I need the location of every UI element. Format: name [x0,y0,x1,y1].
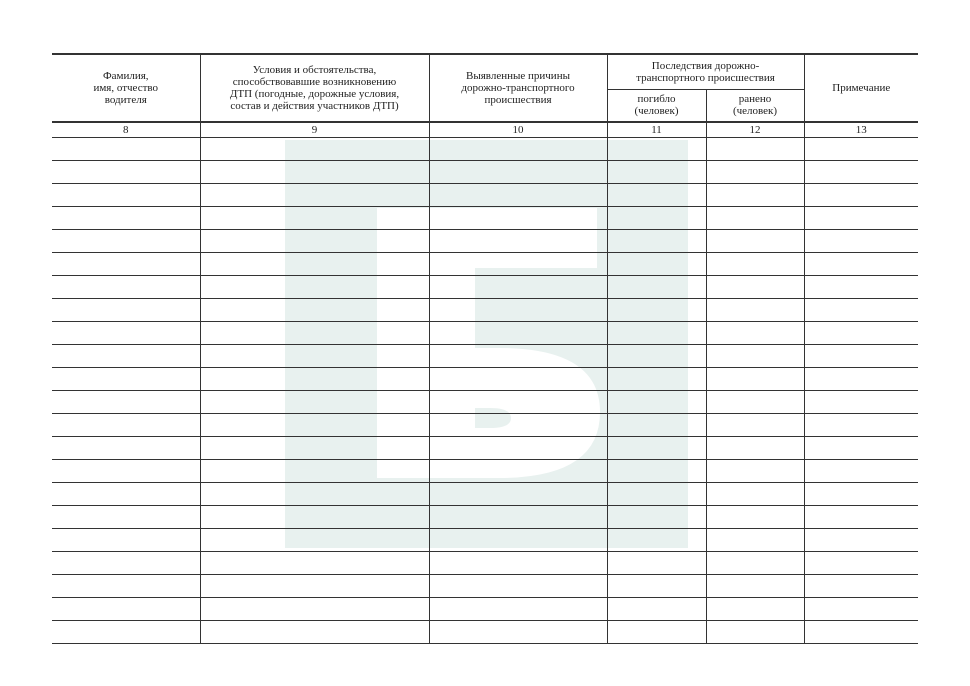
column-number: 8 [52,122,200,138]
table-row [52,138,918,161]
table-cell[interactable] [200,345,429,368]
table-row [52,391,918,414]
table-cell[interactable] [607,483,706,506]
table-cell[interactable] [804,552,918,575]
table-cell[interactable] [200,391,429,414]
table-cell[interactable] [607,322,706,345]
table-cell[interactable] [52,529,200,552]
table-cell[interactable] [804,598,918,621]
table-cell[interactable] [607,460,706,483]
accident-record-table [52,53,918,644]
table-cell[interactable] [200,552,429,575]
table-cell[interactable] [804,621,918,644]
table-cell[interactable] [52,483,200,506]
table-cell[interactable] [200,621,429,644]
table-cell[interactable] [429,322,607,345]
table-cell[interactable] [706,161,804,184]
table-cell[interactable] [429,391,607,414]
table-row [52,414,918,437]
table-cell[interactable] [706,345,804,368]
table-cell[interactable] [200,414,429,437]
table-cell[interactable] [706,414,804,437]
table-cell[interactable] [429,552,607,575]
table-cell[interactable] [706,598,804,621]
table-cell[interactable] [804,345,918,368]
table-cell[interactable] [607,391,706,414]
table-cell[interactable] [706,138,804,161]
table-cell[interactable] [804,414,918,437]
table-cell[interactable] [200,598,429,621]
header-killed: погибло (человек) [607,89,706,122]
table-cell[interactable] [429,506,607,529]
table-cell[interactable] [52,575,200,598]
table-row [52,207,918,230]
table-cell[interactable] [804,368,918,391]
table-cell[interactable] [200,299,429,322]
table-row [52,483,918,506]
table-cell[interactable] [706,230,804,253]
table-cell[interactable] [706,253,804,276]
header-injured: ранено (человек) [706,89,804,122]
table-cell[interactable] [200,483,429,506]
table-cell[interactable] [52,207,200,230]
table-cell[interactable] [429,138,607,161]
header-notes: Примечание [804,54,918,122]
table-cell[interactable] [607,276,706,299]
table-cell[interactable] [706,483,804,506]
table-cell[interactable] [607,253,706,276]
table-cell[interactable] [52,506,200,529]
table-row [52,230,918,253]
table-cell[interactable] [200,575,429,598]
table-cell[interactable] [52,621,200,644]
table-cell[interactable] [804,575,918,598]
table-cell[interactable] [429,437,607,460]
table-cell[interactable] [52,253,200,276]
table-cell[interactable] [429,414,607,437]
table-cell[interactable] [429,598,607,621]
table-cell[interactable] [429,207,607,230]
table-cell[interactable] [200,437,429,460]
table-cell[interactable] [52,230,200,253]
table-row [52,276,918,299]
table-cell[interactable] [706,621,804,644]
table-cell[interactable] [706,207,804,230]
table-cell[interactable] [607,529,706,552]
table-cell[interactable] [200,460,429,483]
header-driver-name: Фамилия, имя, отчество водителя [52,54,200,122]
table-row [52,552,918,575]
table-cell[interactable] [706,184,804,207]
table-cell[interactable] [607,138,706,161]
table-cell[interactable] [804,207,918,230]
table-cell[interactable] [429,621,607,644]
table-cell[interactable] [706,529,804,552]
table-cell[interactable] [706,460,804,483]
table-cell[interactable] [607,552,706,575]
table-row [52,184,918,207]
table-cell[interactable] [804,138,918,161]
table-cell[interactable] [804,184,918,207]
table-cell[interactable] [706,368,804,391]
table-row [52,161,918,184]
table-cell[interactable] [607,598,706,621]
column-number: 13 [804,122,918,138]
table-row [52,322,918,345]
table-cell[interactable] [804,161,918,184]
table-cell[interactable] [52,138,200,161]
header-conditions: Условия и обстоятельства, способствовавшие возникновению ДТП (погодные, дорожные условия, состав и действия участников ДТП) [200,54,429,122]
table-row [52,253,918,276]
column-number: 10 [429,122,607,138]
column-number-row [52,122,918,138]
table-cell[interactable] [804,391,918,414]
table-cell[interactable] [804,460,918,483]
header-consequences: Последствия дорожно- транспортного происшествия [607,54,804,89]
table-cell[interactable] [52,368,200,391]
table-cell[interactable] [52,552,200,575]
table-cell[interactable] [607,184,706,207]
table-cell[interactable] [429,345,607,368]
table-row [52,575,918,598]
table-cell[interactable] [607,161,706,184]
table-cell[interactable] [52,391,200,414]
table-cell[interactable] [429,483,607,506]
table-cell[interactable] [706,552,804,575]
table-cell[interactable] [52,276,200,299]
table-cell[interactable] [607,345,706,368]
table-cell[interactable] [607,575,706,598]
table-cell[interactable] [200,207,429,230]
table-cell[interactable] [607,621,706,644]
column-number: 12 [706,122,804,138]
table-cell[interactable] [706,322,804,345]
table-row [52,299,918,322]
table-cell[interactable] [52,414,200,437]
table-cell[interactable] [52,299,200,322]
table-cell[interactable] [706,575,804,598]
table-cell[interactable] [706,276,804,299]
column-number: 11 [607,122,706,138]
table-row [52,368,918,391]
table-cell[interactable] [200,253,429,276]
table-cell[interactable] [52,161,200,184]
table-cell[interactable] [804,276,918,299]
column-number: 9 [200,122,429,138]
table-cell[interactable] [200,161,429,184]
table-cell[interactable] [804,437,918,460]
table-cell[interactable] [706,506,804,529]
table-cell[interactable] [200,184,429,207]
table-cell[interactable] [52,184,200,207]
table-cell[interactable] [804,253,918,276]
table-cell[interactable] [52,322,200,345]
table-cell[interactable] [607,207,706,230]
table-cell[interactable] [200,138,429,161]
table-row [52,437,918,460]
table-cell[interactable] [429,184,607,207]
table-cell[interactable] [706,299,804,322]
table-cell[interactable] [429,575,607,598]
table-cell[interactable] [804,299,918,322]
table-cell[interactable] [200,529,429,552]
table-cell[interactable] [200,230,429,253]
table-cell[interactable] [429,529,607,552]
table-cell[interactable] [607,299,706,322]
table-cell[interactable] [52,437,200,460]
table-cell[interactable] [200,276,429,299]
table-row [52,621,918,644]
table-cell[interactable] [706,437,804,460]
table-cell[interactable] [52,345,200,368]
table-cell[interactable] [200,322,429,345]
table-cell[interactable] [52,598,200,621]
table-cell[interactable] [429,161,607,184]
table-cell[interactable] [607,437,706,460]
table-cell[interactable] [429,368,607,391]
table-cell[interactable] [429,276,607,299]
table-cell[interactable] [429,460,607,483]
table-cell[interactable] [607,506,706,529]
table-cell[interactable] [706,391,804,414]
table-cell[interactable] [200,506,429,529]
table-cell[interactable] [607,368,706,391]
table-cell[interactable] [200,368,429,391]
table-row [52,506,918,529]
table-cell[interactable] [804,483,918,506]
table-cell[interactable] [804,506,918,529]
table-row [52,598,918,621]
table-row [52,460,918,483]
table-row [52,345,918,368]
table-cell[interactable] [804,529,918,552]
table-cell[interactable] [804,230,918,253]
table-cell[interactable] [429,299,607,322]
table-row [52,529,918,552]
table-cell[interactable] [607,230,706,253]
header-causes: Выявленные причины дорожно-транспортного происшествия [429,54,607,122]
table-cell[interactable] [607,414,706,437]
table-cell[interactable] [429,230,607,253]
table-cell[interactable] [804,322,918,345]
table-cell[interactable] [52,460,200,483]
table-cell[interactable] [429,253,607,276]
